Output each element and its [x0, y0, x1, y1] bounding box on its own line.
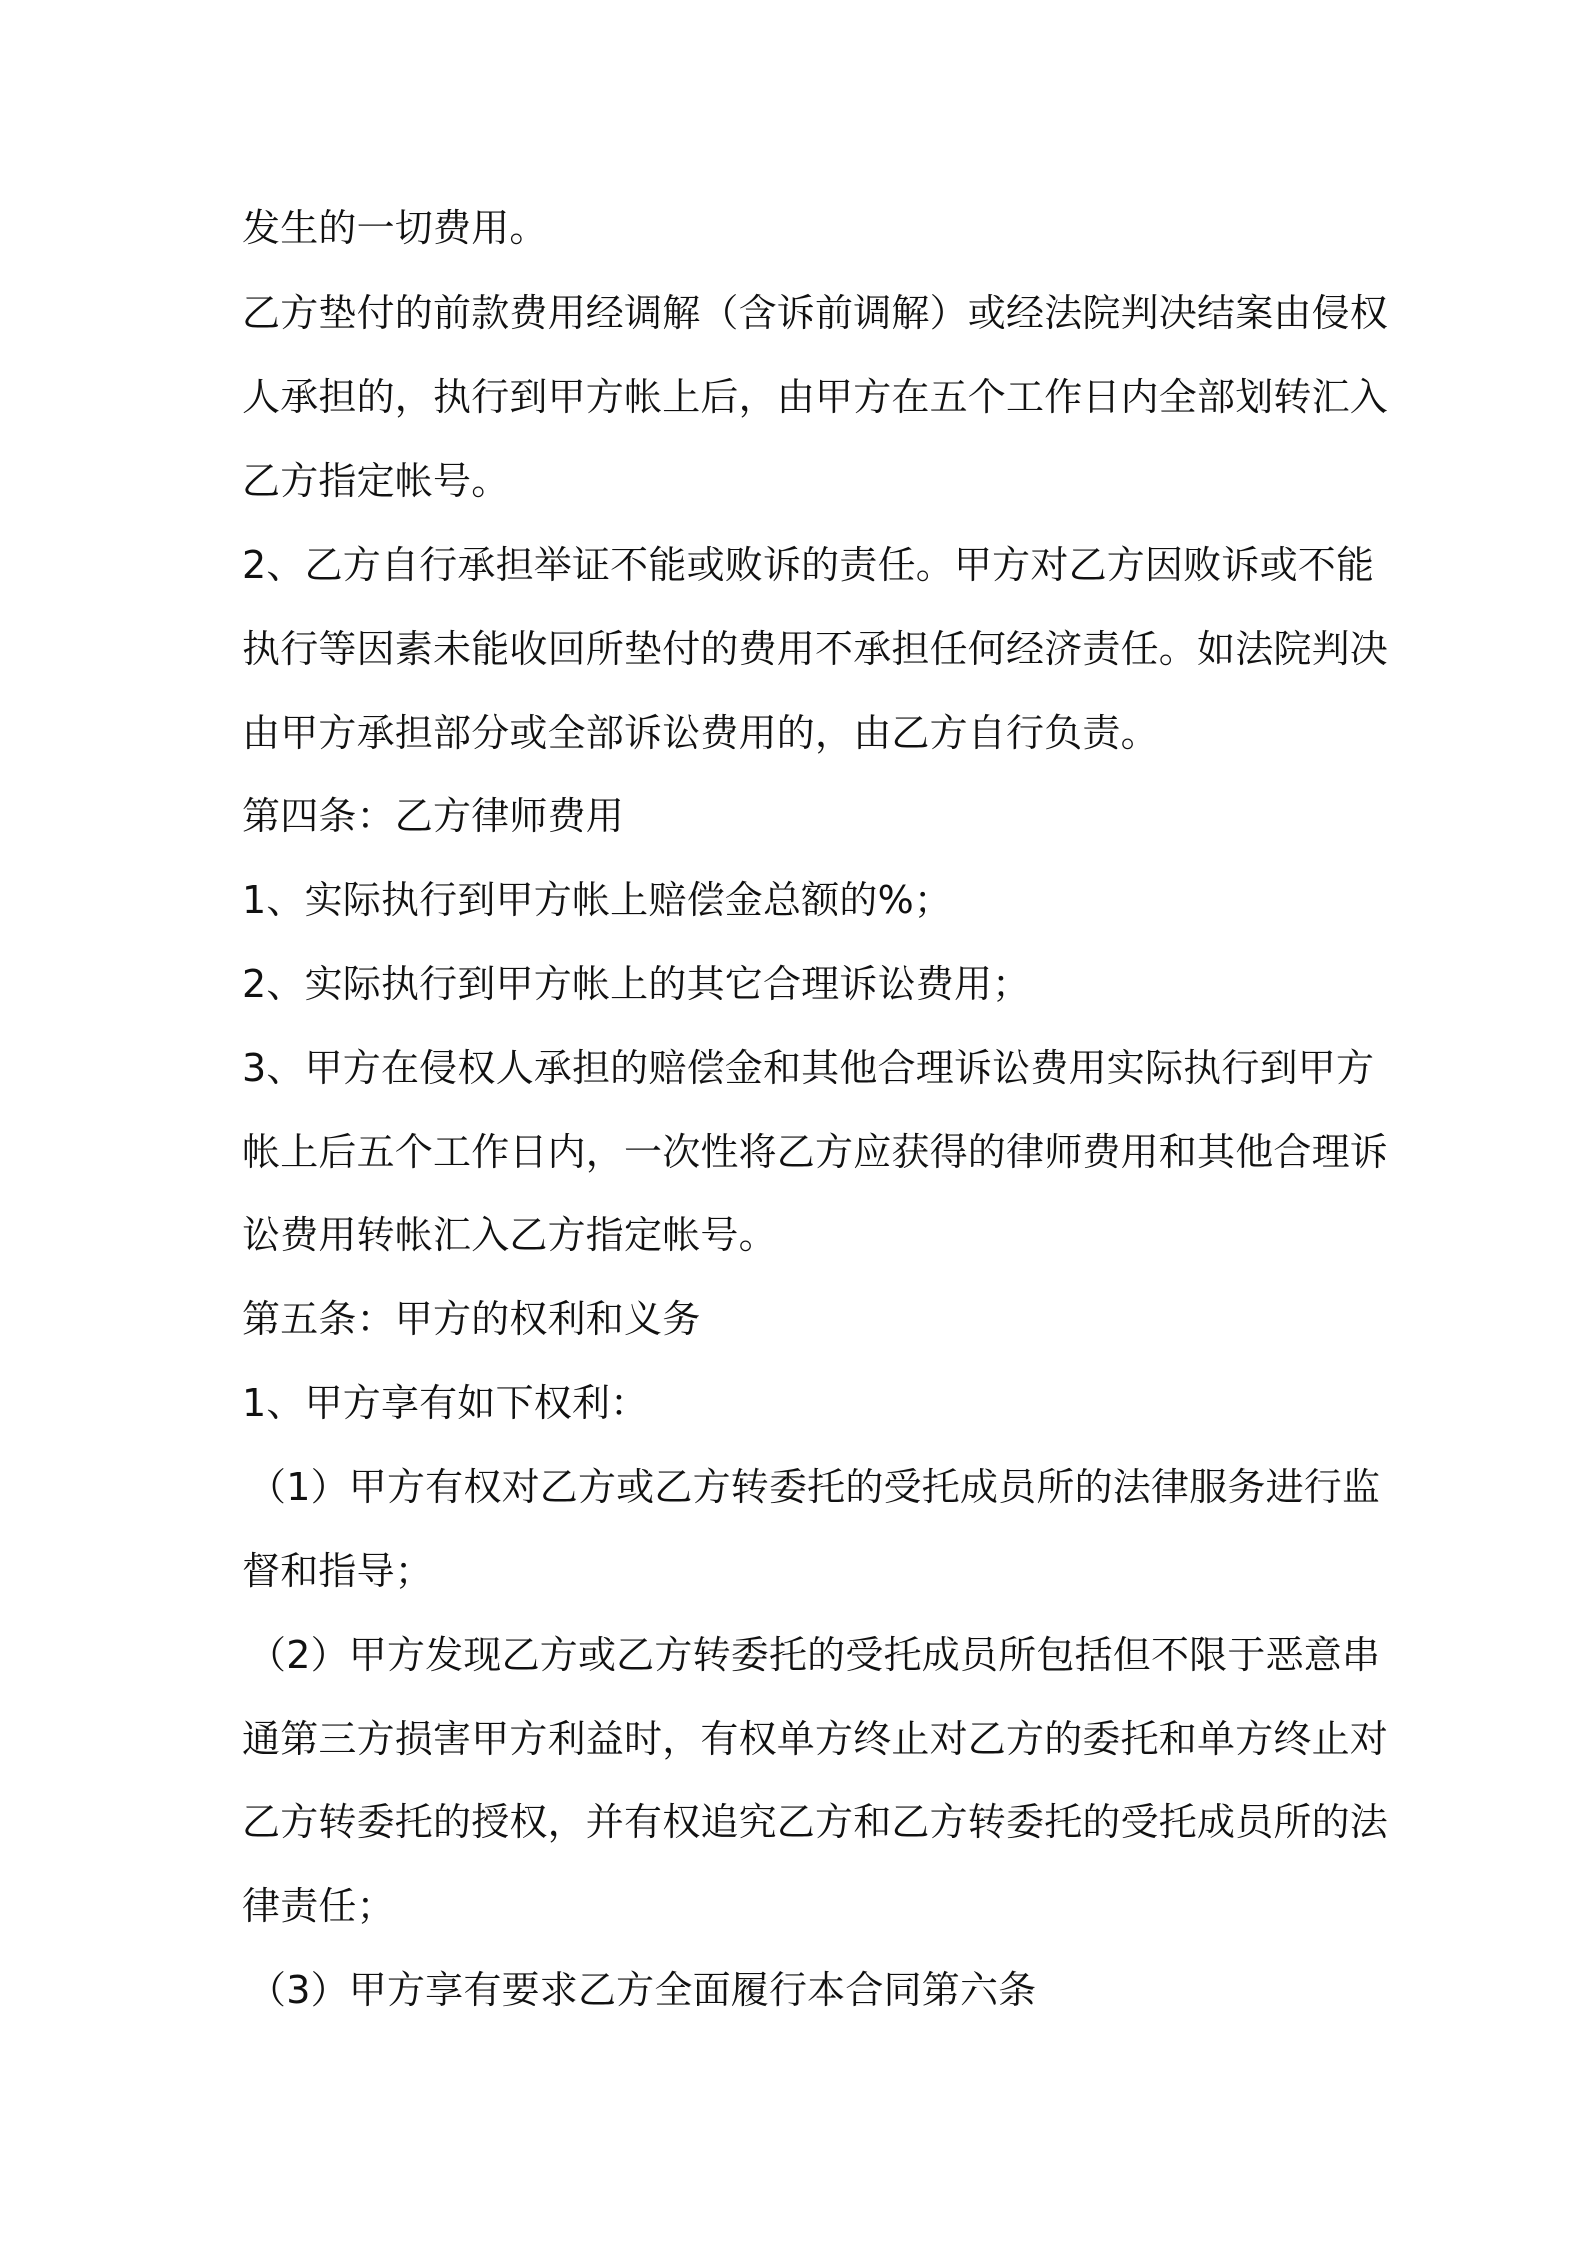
section-heading: 第四条：乙方律师费用	[242, 794, 625, 838]
section-heading: 第五条：甲方的权利和义务	[242, 1297, 701, 1341]
text-line: 1、实际执行到甲方帐上赔偿金总额的%；	[242, 878, 953, 922]
text-line: 2、乙方自行承担举证不能或败诉的责任。甲方对乙方因败诉或不能	[242, 543, 1375, 587]
text-line: 讼费用转帐汇入乙方指定帐号。	[242, 1213, 777, 1257]
text-line: 乙方指定帐号。	[242, 459, 510, 503]
text-line: 律责任；	[242, 1884, 395, 1928]
text-line: 2、实际执行到甲方帐上的其它合理诉讼费用；	[242, 962, 1031, 1006]
text-line: 3、甲方在侵权人承担的赔偿金和其他合理诉讼费用实际执行到甲方	[242, 1046, 1375, 1090]
text-line: 执行等因素未能收回所垫付的费用不承担任何经济责任。如法院判决	[242, 627, 1389, 671]
text-line: 人承担的，执行到甲方帐上后，由甲方在五个工作日内全部划转汇入	[242, 375, 1389, 419]
text-line: 通第三方损害甲方利益时，有权单方终止对乙方的委托和单方终止对	[242, 1717, 1389, 1761]
text-line: （2）甲方发现乙方或乙方转委托的受托成员所包括但不限于恶意串	[248, 1633, 1381, 1677]
text-line: 督和指导；	[242, 1549, 434, 1593]
text-line: 发生的一切费用。	[242, 206, 548, 250]
text-line: （3）甲方享有要求乙方全面履行本合同第六条	[248, 1968, 1037, 2012]
text-line: 帐上后五个工作日内，一次性将乙方应获得的律师费用和其他合理诉	[242, 1130, 1389, 1174]
text-line: （1）甲方有权对乙方或乙方转委托的受托成员所的法律服务进行监	[248, 1465, 1381, 1509]
text-line: 由甲方承担部分或全部诉讼费用的，由乙方自行负责。	[242, 711, 1159, 755]
text-line: 1、甲方享有如下权利：	[242, 1381, 649, 1425]
text-line: 乙方转委托的授权，并有权追究乙方和乙方转委托的受托成员所的法	[242, 1800, 1389, 1844]
text-line: 乙方垫付的前款费用经调解（含诉前调解）或经法院判决结案由侵权	[242, 291, 1389, 335]
